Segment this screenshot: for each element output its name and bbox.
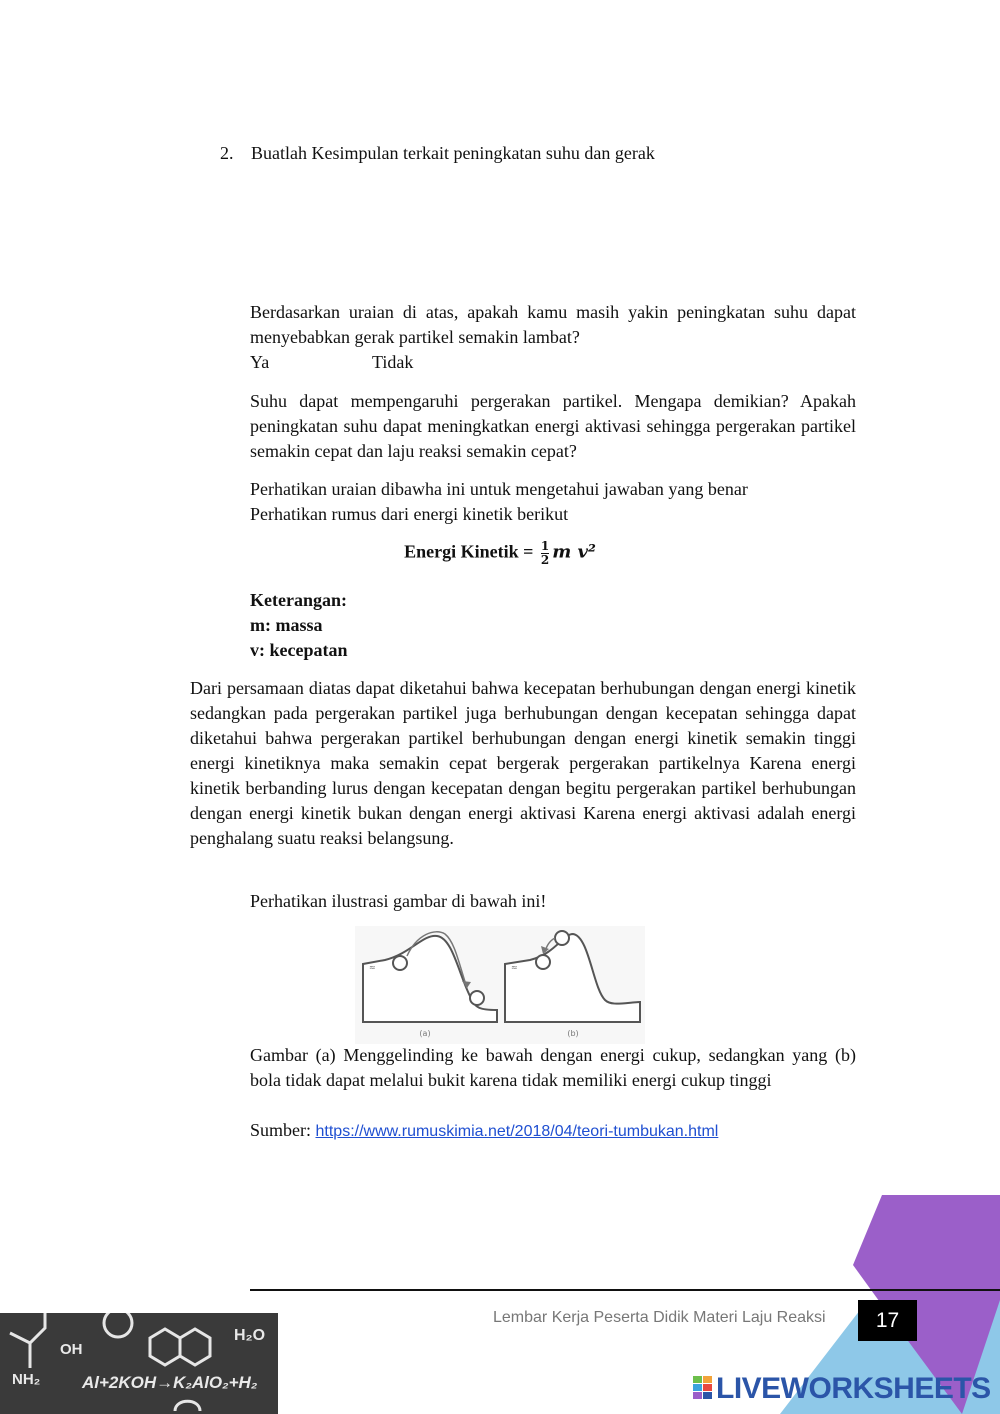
- svg-text:≈: ≈: [511, 963, 518, 972]
- footer-title: Lembar Kerja Peserta Didik Materi Laju Reaksi: [493, 1309, 826, 1326]
- paragraph-4: Dari persamaan diatas dapat diketahui bahwa kecepatan berhubungan dengan energi kinetik sedangkan pada pergerakan partikel juga berhubungan dengan kecepatan sehingga dapat diketahui bahwa pergerakan partikel berhubungan dengan energi kinetik semakin tinggi energi kinetiknya maka semakin cepat bergerak pergerakan partikelnya Karena energi kinetik berbanding lurus dengan kecepatan dengan begitu pergerakan partikel berhubungan dengan energi kinetik bukan dengan energi aktivasi Karena energi aktivasi adalah energi penghalang suatu reaksi belangsung.: [190, 678, 856, 848]
- formula-label: Energi Kinetik =: [404, 541, 534, 562]
- source-link[interactable]: https://www.rumuskimia.net/2018/04/teori-tumbukan.html: [315, 1123, 719, 1140]
- figure-caption: Gambar (a) Menggelinding ke bawah dengan energi cukup, sedangkan yang (b) bola tidak dapat melalui bukit karena tidak memiliki energi cukup tinggi: [250, 1045, 856, 1090]
- question-2: [220, 143, 655, 164]
- paragraph-5: Perhatikan ilustrasi gambar di bawah ini!: [250, 891, 547, 911]
- option-yes[interactable]: Ya: [250, 352, 270, 372]
- fraction-denominator: 2: [540, 553, 550, 567]
- chalk-equation: Al+2KOH→K₂AlO₂+H₂: [82, 1373, 258, 1392]
- legend-velocity: v: kecepatan: [250, 640, 348, 660]
- chalkboard-image: [0, 1313, 278, 1414]
- chalk-nh2: NH₂: [12, 1371, 41, 1388]
- figure-label-b: (b): [567, 1029, 579, 1038]
- svg-text:≈: ≈: [369, 963, 376, 972]
- paragraph-1: Berdasarkan uraian di atas, apakah kamu masih yakin peningkatan suhu dapat menyebabkan gerak partikel semakin lambat?: [250, 302, 856, 347]
- collision-illustration: [355, 926, 645, 1044]
- footer-divider: [250, 1289, 1000, 1291]
- brand-text: LIVEWORKSHEETS: [716, 1372, 991, 1405]
- liveworksheets-logo-icon: [693, 1376, 713, 1400]
- fraction-numerator: 1: [540, 539, 550, 553]
- question-number: 2.: [220, 143, 234, 163]
- paragraph-3-line-2: Perhatikan rumus dari energi kinetik berikut: [250, 504, 569, 524]
- kinetic-energy-formula: [0, 540, 1000, 567]
- paragraph-2: Suhu dapat mempengaruhi pergerakan partikel. Mengapa demikian? Apakah peningkatan suhu dapat meningkatkan energi aktivasi sehingga pergerakan partikel semakin cepat dan laju reaksi semakin cepat?: [250, 391, 856, 461]
- source-label: Sumber:: [250, 1120, 311, 1140]
- formula-fraction: [541, 540, 549, 567]
- figure-label-a: (a): [419, 1029, 431, 1038]
- option-no[interactable]: Tidak: [372, 352, 414, 372]
- source-line: [250, 1118, 718, 1144]
- paragraph-3-line-1: Perhatikan uraian dibawha ini untuk mengetahui jawaban yang benar: [250, 479, 748, 499]
- chalk-oh: OH: [60, 1341, 83, 1358]
- legend-title: Keterangan:: [250, 590, 347, 610]
- formula-terms: m v²: [552, 541, 596, 563]
- liveworksheets-brand[interactable]: [693, 1372, 991, 1406]
- chalk-h2o: H₂O: [234, 1327, 266, 1344]
- question-text: Buatlah Kesimpulan terkait peningkatan suhu dan gerak: [251, 143, 655, 163]
- page-number: 17: [858, 1300, 917, 1341]
- legend-mass: m: massa: [250, 615, 323, 635]
